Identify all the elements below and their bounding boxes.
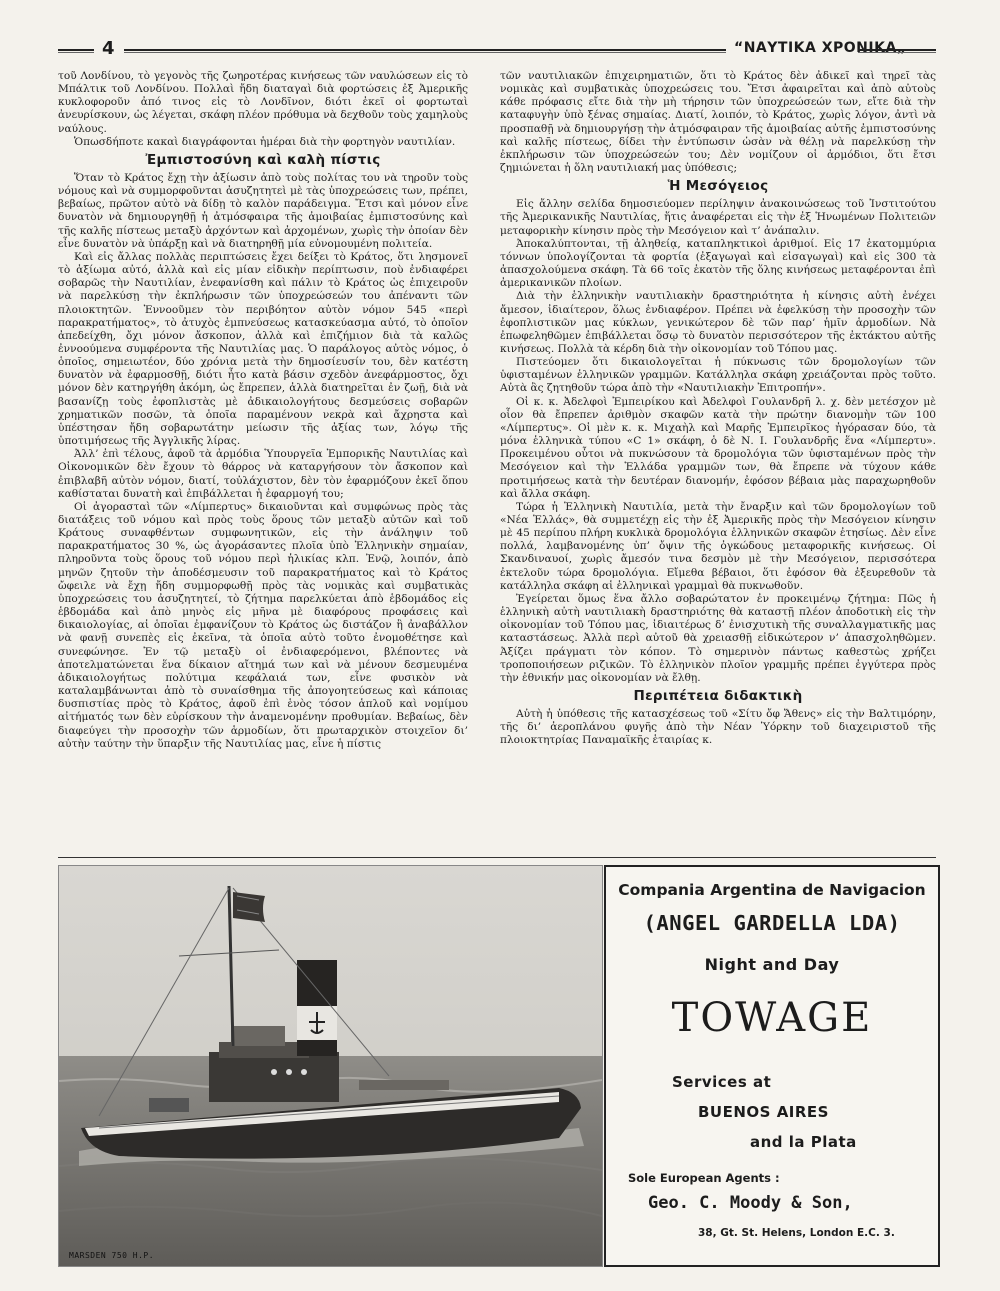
article-heading-trust: Ἐμπιστοσύνη καὶ καλὴ πίστις [145,151,381,168]
article-paragraph: Ἀποκαλύπτονται, τῇ ἀληθείᾳ, καταπληκτικοὶ ἀριθμοί. Εἰς 17 ἑκατομμύρια τόννων ὑπολογίζονται τὰ φορτία (ἐξαγωγαὶ καὶ εἰσαγωγαὶ) καὶ εἰς 300 τὰ ἀπασχολούμενα σκάφη. Τὰ 66 τοῖς ἑκατὸν τῆς ὅλης κινήσεως μεταφέρονται ἐπὶ ἀμερικανικῶν πλοίων. [500,237,936,290]
ad-agent-address: 38, Gt. St. Helens, London E.C. 3. [698,1227,895,1239]
article-paragraph: Οἱ κ. κ. Ἀδελφοὶ Ἐμπειρίκου καὶ Ἀδελφοὶ Γουλανδρῆ λ. χ. δὲν μετέσχον μὲ οἷον θὰ ἔπρεπεν ἀριθμὸν σκαφῶν κατὰ τὴν πρώτην διανομὴν τῶν 100 «Λίμπερτυς». Οἱ μὲν κ. κ. Μιχαὴλ καὶ Μαρῆς Ἐμπειρῖκος ἠγόρασαν δύο, τὰ μόνα ἑλληνικὰ τύπου «C 1» σκάφη, ὁ δὲ Ν. Ι. Γουλανδρῆς ἕνα «Λίμπερτυ». Προκειμένου οὗτοι νὰ πυκνώσουν τὰ δρομολόγια τῶν ὑφισταμένων πρὸς τὴν Μεσόγειον καὶ τὴν Ἑλλάδα γραμμῶν των, θὰ ἔπρεπε νὰ τύχουν κάθε προτιμήσεως κατὰ τὴν δευτέραν διανομήν, ἐφόσον βέβαια μὰς παραχωρηθοῦν καὶ ἄλλα σκάφη. [500,395,936,500]
left-intro-paragraph: Ὁπωσδήποτε κακαὶ διαγράφονται ἡμέραι διὰ τὴν φορτηγὸν ναυτιλίαν. [74,135,456,148]
ad-services-line: Services at [672,1073,772,1091]
article-paragraph: Εἰς ἄλλην σελίδα δημοσιεύομεν περίληψιν ἀνακοινώσεως τοῦ Ἰνστιτούτου τῆς Ἀμερικανικῆς Ναυτιλίας, ἥτις ἀναφέρεται εἰς τὴν ἐξ Ἡνωμένων Πολιτειῶν μεταφορικὴν κίνησιν πρὸς τὴν Μεσόγειον καὶ τ’ ἀνάπαλιν. [500,198,936,237]
header-rule-middle [124,49,726,53]
article-paragraph: Τώρα ἡ Ἑλληνικὴ Ναυτιλία, μετὰ τὴν ἔναρξιν καὶ τῶν δρομολογίων τοῦ «Νέα Ἑλλάς», θὰ συμμετέχῃ εἰς τὴν ἐξ Ἀμερικῆς πρὸς τὴν Μεσόγειον κίνησιν μὲ 45 περίπου πλήρη κυκλικὰ δρομολόγια ἑλληνικῶν σκαφῶν ἐτησίως. Δὲν εἶνε πολλά, λαμβανομένης ὑπ’ ὄψιν τῆς ὀγκώδους μεταφορικῆς κινήσεως. Οἱ Σκανδιναυοί, χωρὶς ἄμεσόν τινα δεσμὸν μὲ τὴν Μεσόγειον, περισσότερα ἐκτελοῦν τώρα δρομολόγια. Εἴμεθα βέβαιοι, ὅτι ἐφόσον θὰ ἐξευρεθοῦν τὰ κατάλληλα σκάφη αἱ ἑλληνικαὶ γραμμαὶ θὰ πυκνωθοῦν. [500,500,936,592]
tugboat-photo [58,865,603,1267]
article-heading-adventure: Περιπέτεια διδακτικὴ [633,688,803,705]
article-heading-mediterranean: Ἡ Μεσόγειος [667,178,769,195]
right-intro-paragraph: τῶν ναυτιλιακῶν ἐπιχειρηματιῶν, ὅτι τὸ Κράτος δὲν ἀδικεῖ καὶ τηρεῖ τὰς νομικὰς καὶ συμβατικὰς ὑποχρεώσεις του. Ἔτσι ἀφαιρεῖται καὶ ἀπὸ αὐτοὺς κάθε πρόφασις εἴτε διὰ τὴν μὴ τήρησιν τῶν ὑποχρεώσεών των, εἴτε διὰ τὴν καταφυγὴν ὑπὸ ξένας σημαίας. Διατί, λοιπόν, τὸ Κράτος, χωρὶς λόγον, ἀντὶ νὰ προσπαθῇ νὰ δημιουργήσῃ τὴν ἀτμόσφαιραν τῆς ἀμοιβαίας αὐτῆς ἐμπιστοσύνης καὶ καλῆς πίστεως, δίδει τὴν ἐντύπωσιν ὡσὰν νὰ θέλῃ νὰ παρελκύσῃ τὴν ἐκπλήρωσιν τῶν ὑποχρεώσεών του; Δὲν νομίζουν οἱ ἁρμόδιοι, ὅτι ἔτσι ζημιώνεται ἡ ὅλη ναυτιλιακή μας ὑπόθεσις; [500,70,936,175]
ad-company-name: Compania Argentina de Navigacion [618,881,926,899]
article-paragraph: Ὅταν τὸ Κράτος ἔχῃ τὴν ἀξίωσιν ἀπὸ τοὺς πολίτας του νὰ τηροῦν τοὺς νόμους καὶ νὰ συμμορφοῦνται ἀσυζητητεὶ μὲ τὰς ὑποχρεώσεις των, πρέπει, βεβαίως, πρῶτον αὐτὸ νὰ δίδῃ τὸ καλὸν παράδειγμα. Ἔτσι καὶ μόνον εἶνε δυνατὸν νὰ δημιουργηθῇ ἡ ἀτμόσφαιρα τῆς ἀμοιβαίας ἐμπιστοσύνης καὶ τῆς καλῆς πίστεως μεταξὺ ἀρχόντων καὶ ἀρχομένων, χωρὶς τὴν ὁποίαν δὲν εἶνε δυνατὸν νὰ ὑπάρξῃ καὶ νὰ διατηρηθῇ μία εὐνομουμένη πολιτεία. [58,171,468,250]
ad-agents-label: Sole European Agents : [628,1171,780,1185]
section-divider [58,857,936,858]
ad-agent-name: Geo. C. Moody & Son, [648,1193,853,1213]
article-paragraph: Οἱ ἀγορασταὶ τῶν «Λίμπερτυς» δικαιοῦνται καὶ συμφώνως πρὸς τὰς διατάξεις τοῦ νόμου καὶ πρὸς τοὺς ὅρους τῶν μεταξὺ αὐτῶν καὶ τοῦ Κράτους συναφθέντων συμφωνητικῶν, εἰς τὴν ἀνάληψιν τοῦ παρακρατήματος 30 %, ὡς ἀγοράσαντες πλοῖα ὑπὸ Ἑλληνικὴν σημαίαν, πληροῦντα τοὺς ὅρους τοῦ νόμου περὶ ἡλικίας κλπ. Ἐνῷ, λοιπόν, ἀπὸ μηνῶν ζητοῦν τὴν ἀποδέσμευσιν τοῦ παρακρατήματος καὶ τὸ Κράτος ὤφειλε νὰ ἔχῃ ἤδη συμμορφωθῇ πρὸς τὰς νομικὰς καὶ συμβατικὰς ὑποχρεώσεις του ἀσυζητητεί, τὸ ζήτημα παρελκύεται ἀπὸ ἑβδομάδος εἰς ἑβδομάδα καὶ ἀπὸ μηνὸς εἰς μῆνα μὲ διαφόρους προφάσεις καὶ δικαιολογίας, αἱ ὁποῖαι ἐμφανίζουν τὸ Κράτος ὡς διστάζον ἢ ἀναβάλλον νὰ φανῇ συνεπὲς εἰς ἐκεῖνα, τὰ ὁποῖα αὐτὸ τοῦτο ἐνομοθέτησε καὶ συνεφώνησε. Ἐν τῷ μεταξὺ οἱ ἐνδιαφερόμενοι, βλέποντες νὰ ἀποτελματώνεται ἕνα δίκαιον αἴτημά των καὶ νὰ μένουν δεσμευμένα ἀδικαιολογήτως πολύτιμα κεφάλαιά των, εἶνε φυσικὸν νὰ καταλαμβάνωνται ἀπὸ τὸ συναίσθημα τῆς ἀπογοητεύσεως καὶ κάποιας δυσπιστίας πρὸς τὸ Κράτος, ἀφοῦ ἐπὶ ἑνὸς τόσον ἁπλοῦ καὶ νομίμου αἰτήματός των δὲν εὑρίσκουν τὴν ἀναμενομένην προθυμίαν. Βεβαίως, δὲν διαφεύγει τὴν προσοχὴν τῶν ἁρμοδίων, ὅτι πρωταρχικὸν στοιχεῖον δι’ αὐτὴν ταύτην τὴν ὕπαρξιν τῆς Ναυτιλίας μας, εἶνε ἡ πίστις [58,500,468,750]
article-paragraph: Ἐγείρεται ὅμως ἕνα ἄλλο σοβαρώτατον ἐν προκειμένῳ ζήτημα: Πῶς ἡ ἑλληνικὴ αὐτὴ ναυτιλιακὴ δραστηριότης θὰ καταστῇ πλέον ἀποδοτικὴ εἰς τὴν οἰκονομίαν τοῦ Τόπου μας, ἰδιαιτέρως δ’ ἐνισχυτικὴ τῆς συναλλαγματικῆς μας καταστάσεως. Ἀλλὰ περὶ αὐτοῦ θὰ χρειασθῇ εἰδικώτερον ν’ ἀπασχοληθῶμεν. Ἀξίζει πράγματι τὸν κόπον. Τὸ σημερινὸν πάντως καθεστὼς χρήζει τροποποιήσεων ριζικῶν. Τὸ ἑλληνικὸν πλοῖον γραμμῆς πρέπει ἐγγύτερα πρὸς τὴν ἐθνικήν μας οἰκονομίαν νὰ ἔλθῃ. [500,592,936,684]
left-intro-paragraph: τοῦ Λονδίνου, τὸ γεγονὸς τῆς ζωηροτέρας κινήσεως τῶν ναυλώσεων εἰς τὸ Μπάλτικ τοῦ Λονδίνου. Πολλαὶ ἤδη διαταγαὶ διὰ φορτώσεις ἐξ Ἀμερικῆς κυκλοφοροῦν ἀπό τινος εἰς τὸ Λονδῖνον, διότι ἐκεῖ οἱ φορτωταὶ ἀνευρίσκουν, ὡς λέγεται, σκάφη πλέον πρόθυμα νὰ δεχθοῦν τοὺς χαμηλοὺς ναύλους. [58,70,468,135]
ad-buenos-aires-line: BUENOS AIRES [698,1103,829,1121]
article-paragraph: Αὐτὴ ἡ ὑπόθεσις τῆς κατασχέσεως τοῦ «Σίτυ ὄφ Ἄθενς» εἰς τὴν Βαλτιμόρην, τῆς δι’ ἀεροπλάνου φυγῆς ἀπὸ τὴν Νέαν Ὑόρκην τοῦ διαχειριστοῦ τῆς πλοιοκτητρίας Παναμαϊκῆς ἑταιρίας κ. [500,708,936,747]
page-header [58,38,936,62]
left-column [58,70,468,751]
right-column [500,70,936,748]
ad-towage-title: TOWAGE [671,995,873,1041]
page-number: 4 [102,38,115,59]
article-paragraph: Πιστεύομεν ὅτι δικαιολογεῖται ἡ πύκνωσις τῶν δρομολογίων τῶν ὑφισταμένων ἑλληνικῶν γραμμῶν. Κατάλληλα σκάφη χρειάζονται πρὸς τοῦτο. Αὐτὰ ἂς ζητηθοῦν τώρα ἀπὸ τὴν «Ναυτιλιακὴν Ἐπιτροπήν». [500,356,936,395]
ad-la-plata-line: and la Plata [750,1133,857,1151]
towage-advertisement [604,865,940,1267]
article-paragraph: Ἀλλ’ ἐπὶ τέλους, ἀφοῦ τὰ ἁρμόδια Ὑπουργεῖα Ἐμπορικῆς Ναυτιλίας καὶ Οἰκονομικῶν δὲν ἔχουν τὸ θάρρος νὰ καταργήσουν τὸν ἄσκοπον καὶ ἐπιβλαβῆ αὐτὸν νόμον, διατί, τοὐλάχιστον, δὲν τὸν ἐφαρμόζουν ἐκεῖ ὅπου καθίσταται δυνατὴ καὶ ἐπιβάλλεται ἡ ἐφαρμογή του; [58,448,468,500]
journal-title: “ΝΑΥΤΙΚΑ ΧΡΟΝΙΚΑ„ [734,40,907,56]
article-paragraph: Καὶ εἰς ἄλλας πολλὰς περιπτώσεις ἔχει δείξει τὸ Κράτος, ὅτι λησμονεῖ τὸ ἀξίωμα αὐτό, ἀλλὰ καὶ εἰς μίαν εἰδικὴν περίπτωσιν, ποὺ ἐνδιαφέρει σοβαρῶς τὴν Ναυτιλίαν, ἐνεφανίσθη καὶ πάλιν τὸ Κράτος ὡς ἐπιχειροῦν νὰ παρελκύσῃ τὴν ἐκπλήρωσιν τῶν ὑποχρεώσεών του ἀπέναντι τῶν πλοιοκτητῶν. Ἐννοοῦμεν τὸν περιβόητον αὐτὸν νόμον 545 «περὶ παρακρατήματος», τὸ ἀτυχὸς ἐμπνεύσεως κατασκεύασμα αὐτό, τὸ ὁποῖον ἀπεδείχθη, ὄχι μόνον ἄσκοπον, ἀλλὰ καὶ ἐπιζήμιον διὰ τὰ καλῶς ἐννοούμενα συμφέροντα τῆς Ναυτιλίας μας. Ὁ παράλογος αὐτὸς νόμος, ὁ ὁποῖος, σημειωτέον, δύο χρόνια μετὰ τὴν δημοσίευσίν του, δὲν κατέστη δυνατὸν νὰ ἐφαρμοσθῇ, διότι ἦτο κατὰ βάσιν σχεδὸν ἀνεφάρμοστος, ὄχι μόνον δὲν κατηργήθη ἀκόμη, ὡς ἔπρεπεν, ἀλλὰ διατηρεῖται ἐν ζωῇ, διὰ νὰ βασανίζῃ τοὺς ἐφοπλιστὰς μὲ ἀδικαιολογήτους δεσμεύσεις σοβαρῶν χρηματικῶν ποσῶν, τὰ ὁποῖα παραμένουν νεκρὰ καὶ ἄχρηστα καὶ ὑπέστησαν ἤδη σοβαρωτάτην μείωσιν τῆς ἀξίας των, λόγῳ τῆς ὑποτιμήσεως τῆς Ἀγγλικῆς λίρας. [58,250,468,448]
ad-night-and-day: Night and Day [704,955,840,974]
article-paragraph: Διὰ τὴν ἑλληνικὴν ναυτιλιακὴν δραστηριότητα ἡ κίνησις αὐτὴ ἐνέχει ἄμεσον, ἰδιαίτερον, ὅλως ἐνδιαφέρον. Πρέπει νὰ ἐφελκύσῃ τὴν προσοχὴν τῶν ἐφοπλιστικῶν μας κύκλων, γενικώτερον δὲ τῶν παρ’ ἡμῖν ἁρμοδίων. Νὰ ἐπωφεληθῶμεν ἐπιβάλλεται ὅσῳ τὸ δυνατὸν περισσότερον τῆς ἐκτάκτου αὐτῆς κινήσεως. Πολλὰ τὰ κέρδη διὰ τὴν οἰκονομίαν τοῦ Τόπου μας. [500,290,936,355]
header-rule-right [858,49,936,53]
photo-caption: MARSDEN 750 H.P. [69,1251,155,1260]
ad-firm-name: (ANGEL GARDELLA LDA) [643,911,901,935]
header-rule-left [58,49,94,53]
tugboat-illustration [59,866,602,1266]
